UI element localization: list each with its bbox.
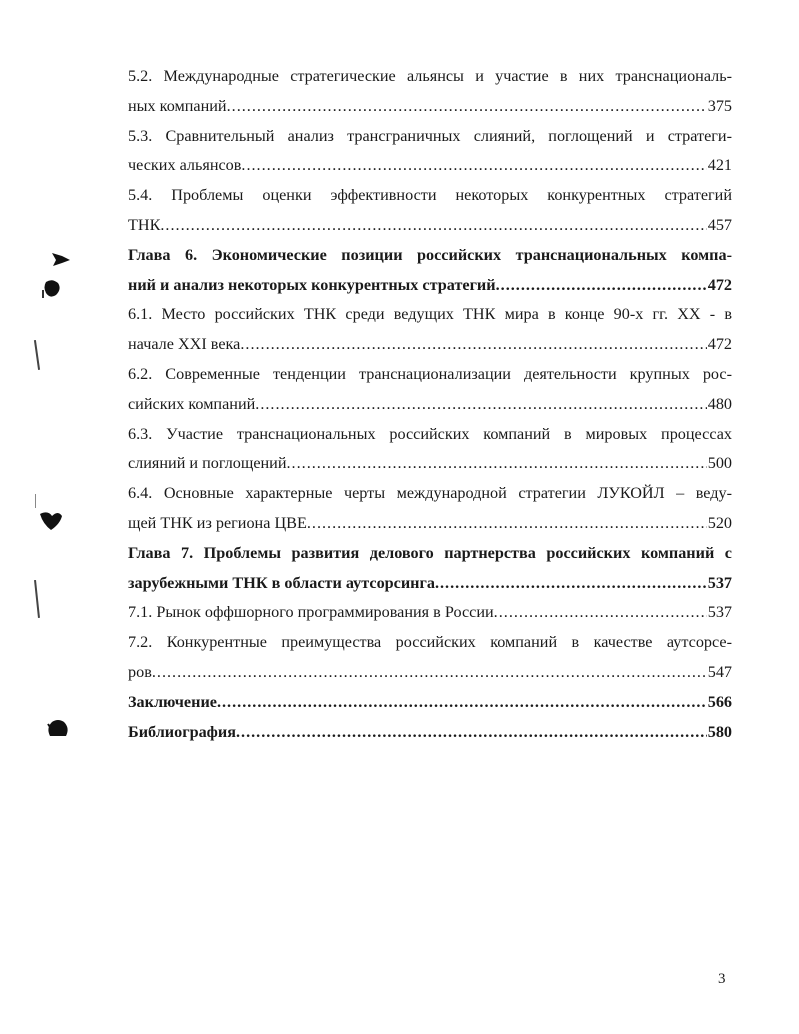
toc-entry-6-1-line1: 6.1. Место российских ТНК среди ведущих ТНК мира в конце 90-х гг. XX - в	[128, 305, 732, 324]
dot-leader	[287, 449, 707, 479]
toc-entry-text: начале XXI века	[128, 335, 241, 354]
toc-bibliography	[128, 718, 732, 748]
table-of-contents	[128, 62, 732, 747]
toc-entry-text: ров	[128, 662, 152, 681]
toc-entry-text: сийских компаний	[128, 394, 256, 413]
toc-page-number: 500	[707, 454, 732, 473]
toc-entry-7-1	[128, 598, 732, 628]
toc-page-number: 421	[707, 156, 732, 175]
toc-entry-6-3-line2	[128, 449, 732, 479]
toc-page-number: 480	[707, 394, 732, 413]
dot-leader	[255, 390, 706, 420]
toc-chapter-6-line2	[128, 271, 732, 301]
toc-conclusion	[128, 688, 732, 718]
toc-entry-text: Заключение	[128, 692, 217, 711]
toc-chapter-6-line1: Глава 6. Экономические позиции российских транснациональных компа-	[128, 245, 732, 264]
scan-speck-icon	[44, 716, 74, 742]
dot-leader	[227, 92, 707, 122]
scan-speck-icon	[40, 278, 64, 300]
toc-page-number: 537	[707, 573, 732, 592]
toc-entry-text: ческих альянсов	[128, 156, 242, 175]
toc-page-number: 537	[707, 603, 732, 622]
toc-entry-text: Библиография	[128, 722, 236, 741]
dot-leader	[307, 509, 707, 539]
scan-speck-icon	[48, 250, 74, 270]
toc-entry-6-2-line2	[128, 390, 732, 420]
toc-page-number: 472	[707, 335, 732, 354]
toc-entry-5-4-line1: 5.4. Проблемы оценки эффективности некоторых конкурентных стратегий	[128, 186, 732, 205]
toc-entry-5-3-line2	[128, 151, 732, 181]
toc-entry-5-4-line2	[128, 211, 732, 241]
toc-entry-6-1-line2	[128, 330, 732, 360]
scan-line	[34, 340, 40, 370]
toc-entry-text: щей ТНК из региона ЦВЕ	[128, 513, 307, 532]
dot-leader	[494, 598, 707, 628]
toc-entry-5-2-line2	[128, 92, 732, 122]
toc-chapter-7-line1: Глава 7. Проблемы развития делового партнерства российских компаний с	[128, 543, 732, 562]
dot-leader	[240, 330, 706, 360]
toc-entry-7-2-line2	[128, 658, 732, 688]
toc-entry-5-3-line1: 5.3. Сравнительный анализ трансграничных слияний, поглощений и стратеги-	[128, 126, 732, 145]
scan-line	[35, 494, 36, 508]
dot-leader	[236, 718, 707, 748]
toc-entry-text: зарубежными ТНК в области аутсорсинга	[128, 573, 435, 592]
toc-entry-text: 7.1. Рынок оффшорного программирования в России	[128, 603, 494, 622]
toc-page-number: 472	[707, 275, 732, 294]
toc-entry-6-3-line1: 6.3. Участие транснациональных российских компаний в мировых процессах	[128, 424, 732, 443]
toc-entry-5-2-line1: 5.2. Международные стратегические альянсы и участие в них транснациональ-	[128, 67, 732, 85]
toc-page-number: 580	[707, 722, 732, 741]
toc-entry-6-4-line1: 6.4. Основные характерные черты международной стратегии ЛУКОЙЛ – веду-	[128, 484, 732, 503]
dot-leader	[241, 151, 706, 181]
dot-leader	[152, 658, 707, 688]
toc-entry-text: ных компаний	[128, 96, 227, 115]
dot-leader	[217, 688, 707, 718]
dot-leader	[496, 271, 707, 301]
scan-line	[34, 580, 39, 618]
toc-chapter-7-line2	[128, 569, 732, 599]
toc-page-number: 566	[707, 692, 732, 711]
toc-page-number: 375	[707, 96, 732, 115]
toc-entry-text: слияний и поглощений	[128, 454, 287, 473]
toc-entry-text: ний и анализ некоторых конкурентных стратегий	[128, 275, 496, 294]
toc-page-number: 520	[707, 513, 732, 532]
toc-page-number: 547	[707, 662, 732, 681]
dot-leader	[435, 569, 707, 599]
toc-entry-6-2-line1: 6.2. Современные тенденции транснационализации деятельности крупных рос-	[128, 364, 732, 383]
scan-speck-icon	[36, 508, 66, 534]
toc-page-number: 457	[707, 215, 732, 234]
page-number: 3	[718, 971, 726, 987]
toc-entry-6-4-line2	[128, 509, 732, 539]
toc-entry-7-2-line1: 7.2. Конкурентные преимущества российских компаний в качестве аутсорсе-	[128, 633, 732, 652]
toc-entry-text: ТНК	[128, 215, 161, 234]
dot-leader	[160, 211, 706, 241]
